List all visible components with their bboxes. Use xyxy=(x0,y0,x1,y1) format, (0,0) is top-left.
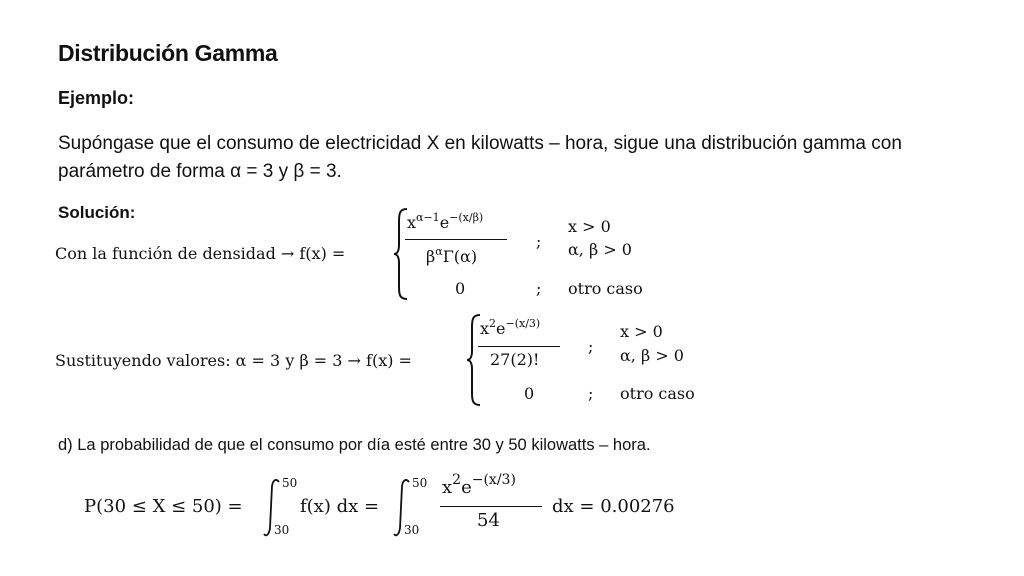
sub-fraction-bar xyxy=(478,346,560,347)
upper-limit: 50 xyxy=(412,476,428,490)
density-fraction-bar xyxy=(405,239,507,240)
num-e: e xyxy=(461,477,472,498)
den-gamma: Γ(α) xyxy=(442,247,478,266)
separator: ; xyxy=(536,279,542,298)
num-e-exponent: −(x/3) xyxy=(471,472,516,488)
integral-result: dx = 0.00276 xyxy=(552,496,675,517)
num-x: x xyxy=(442,477,453,498)
num-x: x xyxy=(407,213,417,232)
density-denominator xyxy=(426,245,477,266)
part-d-statement: d) La probabilidad de que el consumo por día esté entre 30 y 50 kilowatts – hora. xyxy=(58,436,651,454)
integral-lhs: P(30 ≤ X ≤ 50) = xyxy=(84,496,243,517)
lower-limit: 30 xyxy=(404,523,420,537)
zero-value: 0 xyxy=(455,279,466,298)
num-x: x xyxy=(480,319,490,338)
num-e: e xyxy=(496,319,506,338)
problem-line-2: parámetro de forma α = 3 y β = 3. xyxy=(58,161,342,182)
sub-denominator: 27(2)! xyxy=(490,350,540,369)
condition-x: x > 0 xyxy=(620,322,663,341)
den-beta: β xyxy=(426,247,436,266)
den-beta-exponent: α xyxy=(435,245,443,258)
slide-title: Distribución Gamma xyxy=(58,40,278,66)
condition-otherwise: otro caso xyxy=(568,279,643,298)
problem-line-1: Supóngase que el consumo de electricidad X en kilowatts – hora, sigue una distribución gamma con xyxy=(58,133,902,154)
integral-denominator: 54 xyxy=(477,510,500,531)
density-numerator xyxy=(407,211,483,232)
sub-numerator xyxy=(480,317,540,338)
substitution-lead: Sustituyendo valores: α = 3 y β = 3 → f(x) = xyxy=(55,351,412,370)
example-heading: Ejemplo: xyxy=(58,88,135,108)
lower-limit: 30 xyxy=(274,523,290,537)
zero-value: 0 xyxy=(524,384,535,403)
num-x-exponent: α−1 xyxy=(416,211,440,224)
num-x-exponent: 2 xyxy=(489,317,497,330)
upper-limit: 50 xyxy=(282,476,298,490)
condition-params: α, β > 0 xyxy=(568,240,632,259)
num-e: e xyxy=(439,213,450,232)
separator: ; xyxy=(536,232,542,251)
num-x-exponent: 2 xyxy=(452,472,462,488)
condition-params: α, β > 0 xyxy=(620,346,684,365)
num-e-exponent: −(x/β) xyxy=(449,211,484,224)
num-e-exponent: −(x/3) xyxy=(505,317,541,330)
separator: ; xyxy=(588,337,594,356)
integral-numerator xyxy=(442,472,516,498)
problem-statement xyxy=(58,130,958,186)
solution-heading: Solución: xyxy=(58,203,136,222)
separator: ; xyxy=(588,384,594,403)
condition-x: x > 0 xyxy=(568,217,611,236)
condition-otherwise: otro caso xyxy=(620,384,695,403)
density-lead: Con la función de densidad → f(x) = xyxy=(55,244,346,263)
integral-fraction-bar xyxy=(440,506,542,507)
integrand-fx: f(x) dx = xyxy=(300,496,380,517)
